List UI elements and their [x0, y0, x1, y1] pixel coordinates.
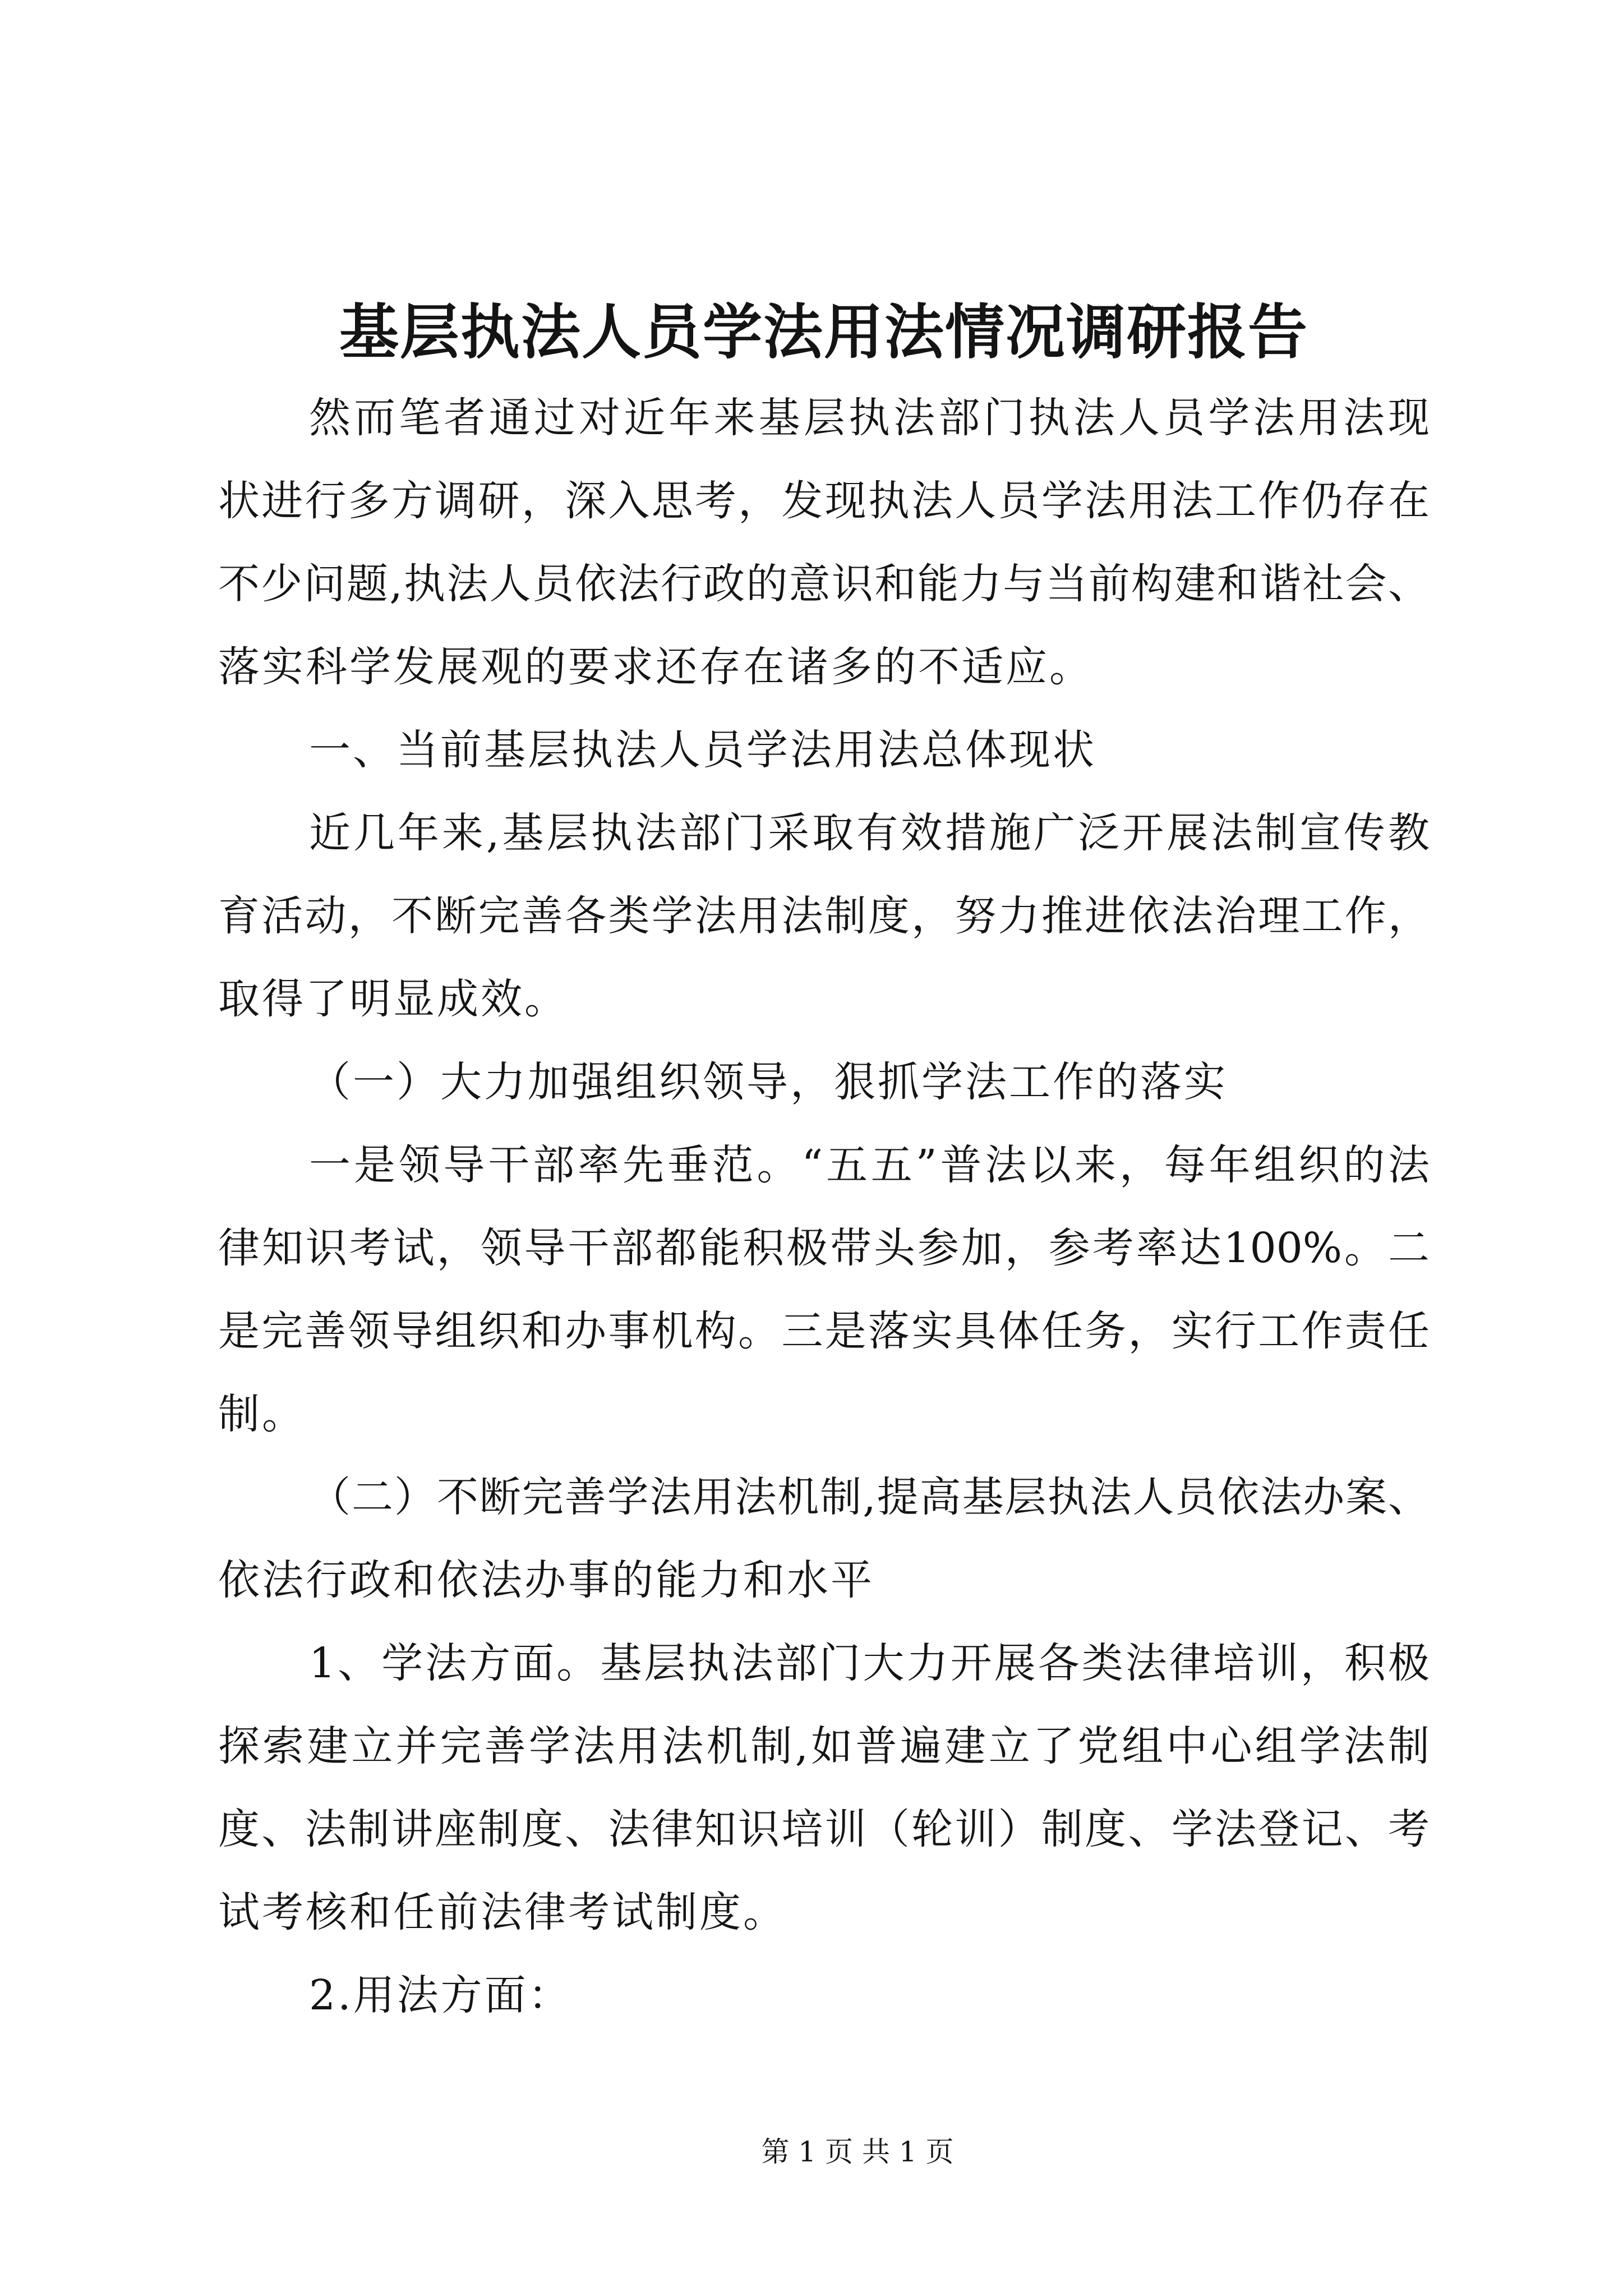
paragraph-line: 近几年来,基层执法部门采取有效措施广泛开展法制宣传教 — [309, 809, 1430, 857]
page-footer: 第 1 页 共 1 页 — [761, 2136, 954, 2168]
paragraph-line: 不少问题,执法人员依法行政的意识和能力与当前构建和谐社会、 — [218, 560, 1430, 608]
paragraph-line: 是完善领导组织和办事机构。三是落实具体任务，实行工作责任 — [218, 1307, 1430, 1355]
paragraph-line: 取得了明显成效。 — [218, 975, 568, 1023]
paragraph-line: 试考核和任前法律考试制度。 — [218, 1888, 787, 1936]
paragraph-line: 2.用法方面： — [309, 1971, 572, 2019]
paragraph-line: 1、学法方面。基层执法部门大力开展各类法律培训，积极 — [309, 1639, 1430, 1687]
paragraph-line: 律知识考试，领导干部都能积极带头参加，参考率达100%。二 — [218, 1224, 1430, 1272]
paragraph-line: 一是领导干部率先垂范。“五五”普法以来，每年组织的法 — [309, 1141, 1430, 1189]
section-heading — [218, 708, 1430, 792]
heading-line: （一）大力加强组织领导，狠抓学法工作的落实 — [309, 1058, 1228, 1106]
paragraph — [218, 792, 1430, 1041]
heading-line: （二）不断完善学法用法机制,提高基层执法人员依法办案、 — [309, 1473, 1430, 1521]
paragraph-line: 然而笔者通过对近年来基层执法部门执法人员学法用法现 — [309, 394, 1430, 442]
paragraph — [218, 1622, 1430, 1954]
document-body — [218, 376, 1430, 2037]
paragraph-line: 度、法制讲座制度、法律知识培训（轮训）制度、学法登记、考 — [218, 1805, 1430, 1853]
heading-line: 一、当前基层执法人员学法用法总体现状 — [309, 726, 1096, 774]
paragraph — [218, 376, 1430, 708]
subsection-heading — [218, 1041, 1430, 1124]
heading-line: 依法行政和依法办事的能力和水平 — [218, 1556, 874, 1604]
paragraph-line: 落实科学发展观的要求还存在诸多的不适应。 — [218, 643, 1093, 691]
paragraph-line: 状进行多方调研，深入思考，发现执法人员学法用法工作仍存在 — [218, 477, 1430, 525]
document-title: 基层执法人员学法用法情况调研报告 — [339, 297, 1308, 367]
paragraph-line: 探索建立并完善学法用法机制,如普遍建立了党组中心组学法制 — [218, 1722, 1430, 1770]
subsection-heading — [218, 1456, 1430, 1622]
paragraph-line: 育活动，不断完善各类学法用法制度，努力推进依法治理工作， — [218, 892, 1430, 940]
paragraph — [218, 1124, 1430, 1456]
paragraph — [218, 1954, 1430, 2037]
paragraph-line: 制。 — [218, 1390, 306, 1438]
